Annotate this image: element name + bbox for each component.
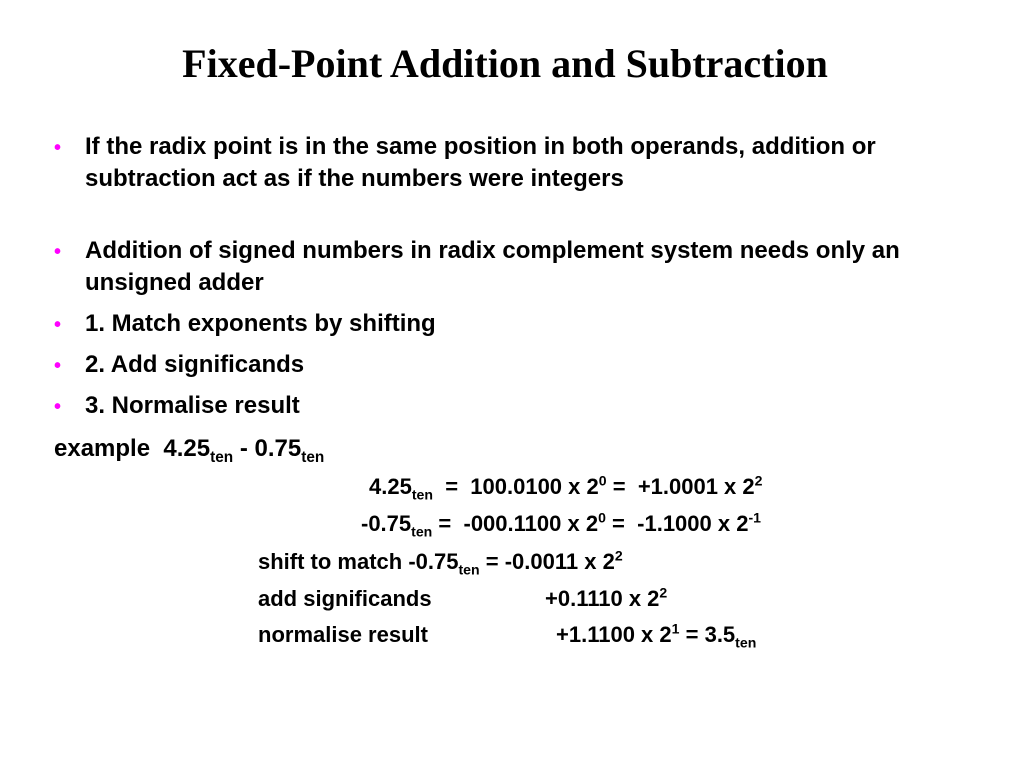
row-fixed-value: -000.1100 x 2: [463, 511, 599, 536]
result-value: 3.5: [704, 622, 736, 647]
row-lead: -0.75: [361, 511, 412, 536]
subscript-ten: ten: [411, 523, 433, 540]
step-label: normalise result: [258, 622, 428, 647]
bullet-item: [54, 235, 984, 299]
bullet-icon: •: [54, 137, 62, 159]
step-label: shift to match -0.75: [258, 549, 459, 574]
row-normalised-value: -1.1000 x 2: [637, 511, 749, 536]
row-exponent: 2: [614, 547, 623, 564]
subscript-ten: ten: [458, 561, 480, 578]
subscript-ten: ten: [210, 448, 234, 466]
bullet-text: 3. Normalise result: [85, 392, 300, 419]
row-equals: =: [445, 474, 459, 499]
example-heading: [54, 435, 325, 466]
example-operand-b: 0.75: [254, 435, 302, 462]
row-shift: [258, 547, 623, 578]
bullet-text: 2. Add significands: [85, 351, 305, 378]
row-fixed-value: 100.0100 x 2: [470, 474, 599, 499]
row-normalise-value: [556, 620, 757, 651]
row-4-25: [369, 472, 763, 503]
example-label: example: [54, 435, 151, 462]
bullet-icon: •: [54, 355, 62, 377]
row-exponent: 0: [598, 509, 606, 526]
bullet-icon: •: [54, 314, 62, 336]
bullet-text: If the radix point is in the same position in both operands, addition or subtraction act as if the numbers were integers: [85, 133, 876, 192]
row-equals: =: [438, 511, 452, 536]
step-value: -0.0011 x 2: [504, 549, 615, 574]
row-lead: 4.25: [369, 474, 412, 499]
subscript-ten: ten: [411, 486, 433, 503]
step-label: add significands: [258, 586, 432, 611]
step-value: +1.1100 x 2: [556, 622, 672, 647]
row-exponent: -1: [748, 509, 761, 526]
bullet-text: Addition of signed numbers in radix complement system needs only an unsigned adder: [85, 237, 900, 296]
example-operand-a: 4.25: [163, 435, 211, 462]
row-equals: =: [685, 622, 699, 647]
row-exponent: 2: [659, 584, 668, 601]
step-value: +0.1110 x 2: [545, 586, 660, 611]
bullet-item: [54, 131, 984, 195]
row-exponent: 0: [598, 472, 607, 489]
bullet-text: 1. Match exponents by shifting: [85, 310, 436, 337]
row-equals: =: [485, 549, 499, 574]
row-equals: =: [612, 474, 626, 499]
row-exponent: 2: [754, 472, 763, 489]
bullet-item: [54, 349, 984, 381]
row-add-label: [258, 586, 432, 612]
row-normalise-label: [258, 622, 428, 648]
example-minus: -: [239, 435, 248, 462]
row-add-value: [545, 586, 667, 612]
bullet-item: [54, 390, 984, 422]
subscript-ten: ten: [301, 448, 325, 466]
row-neg-0-75: [361, 509, 761, 540]
bullet-icon: •: [54, 396, 62, 418]
row-exponent: 1: [671, 620, 680, 637]
subscript-ten: ten: [735, 634, 757, 651]
row-normalised-value: +1.0001 x 2: [637, 474, 755, 499]
slide-title: Fixed-Point Addition and Subtraction: [182, 41, 828, 86]
bullet-item: [54, 308, 984, 340]
row-equals: =: [612, 511, 625, 536]
bullet-icon: •: [54, 241, 62, 263]
bullet-list: [54, 131, 984, 431]
